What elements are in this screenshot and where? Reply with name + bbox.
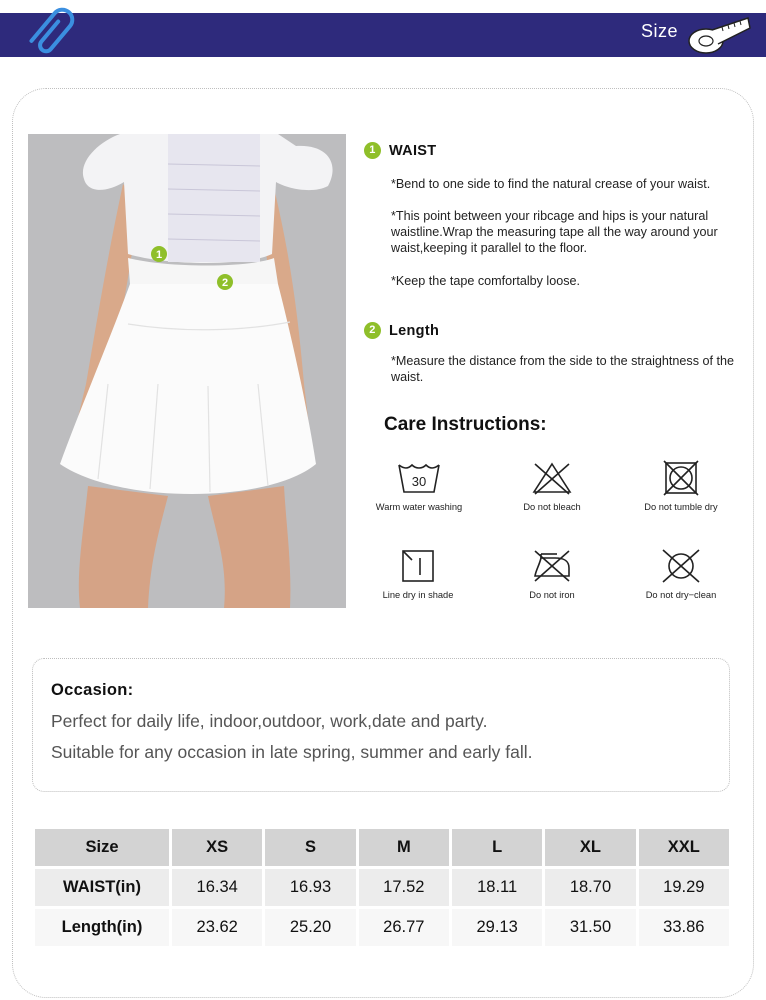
table-cell: 18.70 <box>545 869 635 906</box>
size-header-xxl: XXL <box>639 829 729 866</box>
table-cell: 23.62 <box>172 909 262 946</box>
occasion-title: Occasion: <box>51 681 134 699</box>
photo-marker-1: 1 <box>155 249 163 261</box>
no-iron-icon <box>529 548 575 584</box>
size-table <box>32 826 732 949</box>
no-bleach-icon <box>530 460 574 496</box>
length-row-label: Length(in) <box>35 909 169 946</box>
table-cell: 26.77 <box>359 909 449 946</box>
table-cell: 25.20 <box>265 909 355 946</box>
care-item-wash <box>374 460 464 513</box>
care-label-bleach: Do not bleach <box>523 502 581 512</box>
care-label-line-dry: Line dry in shade <box>382 590 454 600</box>
table-cell: 33.86 <box>639 909 729 946</box>
length-line-1: *Measure the distance from the side to the straightness of the waist. <box>391 354 735 384</box>
table-row <box>35 869 729 906</box>
banner-size-label: Size <box>640 21 678 41</box>
length-heading <box>364 322 439 339</box>
size-header-xs: XS <box>172 829 262 866</box>
care-label-dry-clean: Do not dry−clean <box>645 590 717 600</box>
table-cell: 17.52 <box>359 869 449 906</box>
size-header-s: S <box>265 829 355 866</box>
wash-temp-label: 30 <box>411 474 427 489</box>
paperclip-icon <box>20 0 84 64</box>
occasion-line-1: Perfect for daily life, indoor,outdoor, work,date and party. <box>51 711 488 731</box>
wash-30-icon <box>396 460 442 496</box>
table-cell: 16.93 <box>265 869 355 906</box>
no-dry-clean-icon <box>658 548 704 584</box>
length-number-badge: 2 <box>364 322 381 339</box>
size-header-m: M <box>359 829 449 866</box>
size-header-l: L <box>452 829 542 866</box>
length-title: Length <box>389 322 440 339</box>
waist-title: WAIST <box>389 142 437 159</box>
care-item-dry-clean <box>636 548 726 601</box>
table-cell: 19.29 <box>639 869 729 906</box>
table-cell: 29.13 <box>452 909 542 946</box>
care-label-wash: Warm water washing <box>375 502 463 512</box>
waist-line-2: *This point between your ribcage and hips is your natural waistline.Wrap the measuring tape all the way around your waist,keeping it parallel to the floor. <box>391 209 718 255</box>
size-header-xl: XL <box>545 829 635 866</box>
care-item-bleach <box>507 460 597 513</box>
table-cell: 18.11 <box>452 869 542 906</box>
no-tumble-dry-icon <box>661 460 701 496</box>
waist-line-3: *Keep the tape comfortalby loose. <box>391 274 581 288</box>
care-item-line-dry <box>373 548 463 601</box>
measuring-tape-icon <box>686 14 752 56</box>
care-item-iron <box>507 548 597 601</box>
care-item-tumble <box>636 460 726 513</box>
care-label-iron: Do not iron <box>529 590 575 600</box>
waist-line-1: *Bend to one side to find the natural crease of your waist. <box>391 177 711 191</box>
line-dry-shade-icon <box>398 548 438 584</box>
care-title: Care Instructions: <box>384 414 547 435</box>
occasion-line-2: Suitable for any occasion in late spring, summer and early fall. <box>51 742 533 762</box>
photo-marker-2: 2 <box>221 277 229 289</box>
table-cell: 16.34 <box>172 869 262 906</box>
size-header-cell: Size <box>35 829 169 866</box>
care-label-tumble: Do not tumble dry <box>644 502 718 512</box>
waist-heading <box>364 142 436 159</box>
table-cell: 31.50 <box>545 909 635 946</box>
product-photo <box>28 134 346 608</box>
occasion-box <box>32 658 730 792</box>
waist-row-label: WAIST(in) <box>35 869 169 906</box>
table-row <box>35 909 729 946</box>
waist-number-badge: 1 <box>364 142 381 159</box>
size-table-header-row <box>35 829 729 866</box>
